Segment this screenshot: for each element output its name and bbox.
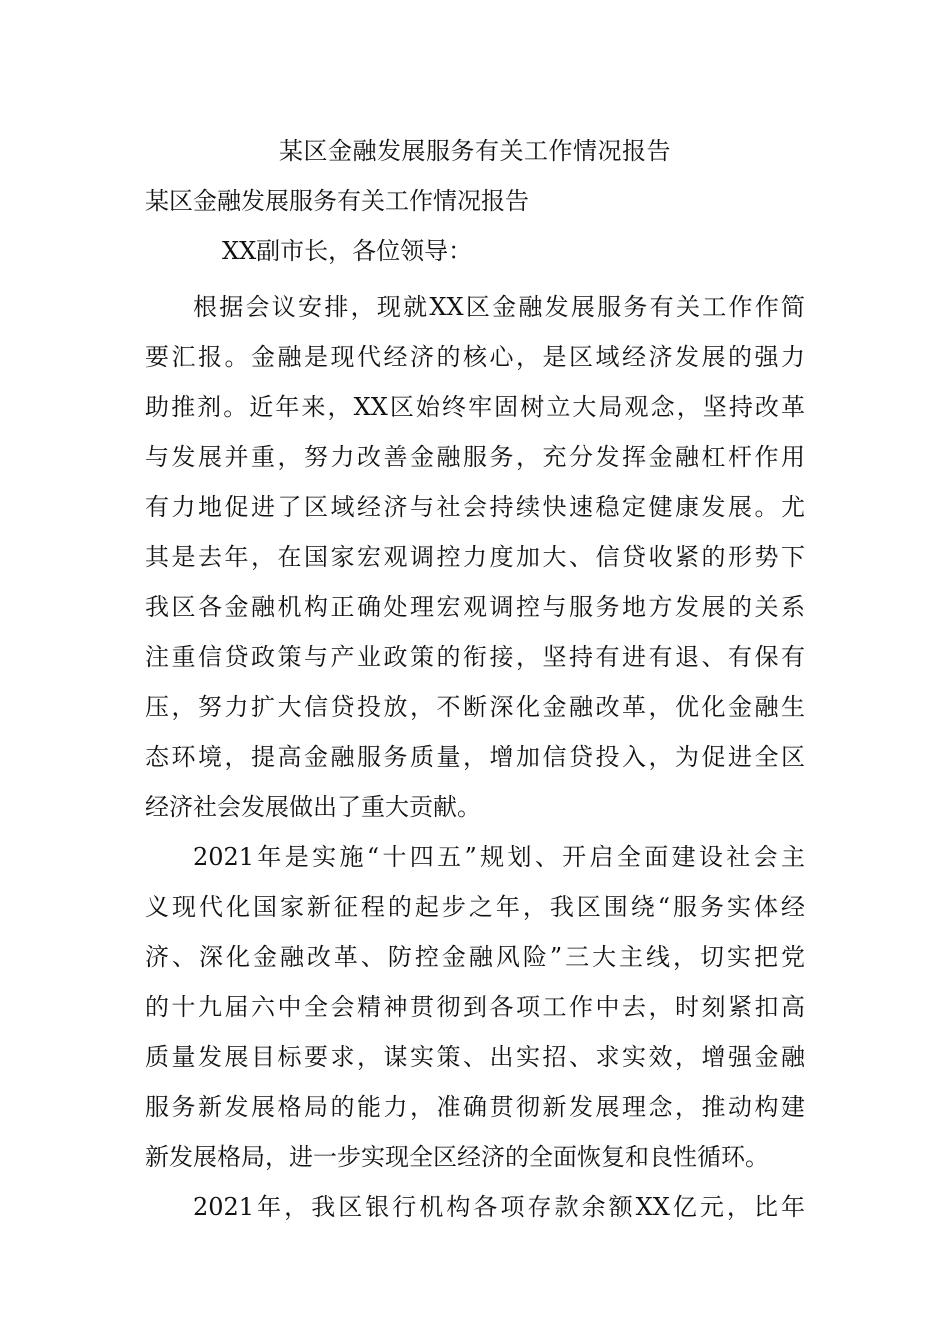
- document-subtitle: 某区金融发展服务有关工作情况报告: [145, 187, 529, 215]
- document-title: 某区金融发展服务有关工作情况报告: [279, 137, 671, 165]
- paragraph-line: 新发展格局，进一步实现全区经济的全面恢复和良性循环。: [145, 1143, 769, 1171]
- salutation: XX副市长，各位领导：: [222, 237, 473, 265]
- paragraph: [145, 1182, 805, 1232]
- paragraph-line: 2021年，我区银行机构各项存款余额XX亿元，比年: [193, 1193, 805, 1221]
- paragraph-line: 2021年是实施“十四五”规划、开启全面建设社会主: [193, 843, 805, 871]
- paragraph-line: 要汇报。金融是现代经济的核心，是区域经济发展的强力: [145, 343, 805, 371]
- paragraph-line: 与发展并重，努力改善金融服务，充分发挥金融杠杆作用: [145, 443, 805, 471]
- paragraph: [145, 832, 805, 1182]
- paragraph-line: 助推剂。近年来，XX区始终牢固树立大局观念，坚持改革: [145, 393, 805, 421]
- paragraph-line: 态环境，提高金融服务质量，增加信贷投入，为促进全区: [145, 743, 805, 771]
- paragraph: [145, 282, 805, 832]
- paragraph-line: 义现代化国家新征程的起步之年，我区围绕“服务实体经: [145, 893, 805, 921]
- paragraph-line: 其是去年，在国家宏观调控力度加大、信贷收紧的形势下: [145, 543, 805, 571]
- paragraph-line: 的十九届六中全会精神贯彻到各项工作中去，时刻紧扣高: [145, 993, 805, 1021]
- paragraph-line: 质量发展目标要求，谋实策、出实招、求实效，增强金融: [145, 1043, 805, 1071]
- document-body: [145, 282, 805, 1232]
- paragraph-line: 经济社会发展做出了重大贡献。: [145, 793, 481, 821]
- paragraph-line: 服务新发展格局的能力，准确贯彻新发展理念，推动构建: [145, 1093, 805, 1121]
- paragraph-line: 济、深化金融改革、防控金融风险”三大主线，切实把党: [145, 943, 805, 971]
- paragraph-line: 有力地促进了区域经济与社会持续快速稳定健康发展。尤: [145, 493, 805, 521]
- paragraph-line: 我区各金融机构正确处理宏观调控与服务地方发展的关系: [145, 593, 805, 621]
- paragraph-line: 注重信贷政策与产业政策的衔接，坚持有进有退、有保有: [145, 643, 805, 671]
- paragraph-line: 根据会议安排，现就XX区金融发展服务有关工作作简: [193, 293, 805, 321]
- paragraph-line: 压，努力扩大信贷投放，不断深化金融改革，优化金融生: [145, 693, 805, 721]
